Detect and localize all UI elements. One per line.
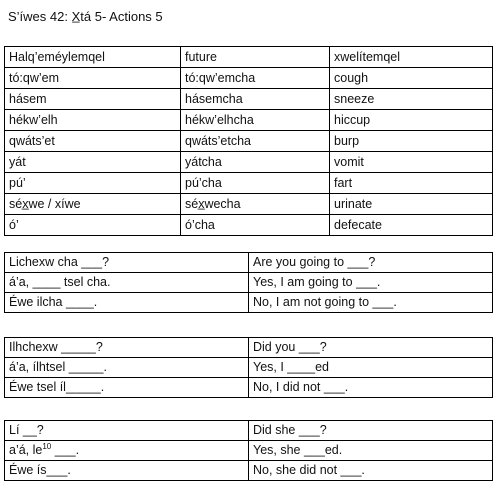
future-form: pú’cha: [181, 173, 330, 194]
column-header: Halq’eméylemqel: [5, 47, 181, 68]
english-phrase: No, she did not ___.: [249, 461, 493, 481]
english-phrase: Yes, I am going to ___.: [249, 273, 493, 293]
english-meaning: hiccup: [330, 110, 493, 131]
english-phrase: No, I am not going to ___.: [249, 293, 493, 313]
table-row: [5, 378, 493, 398]
table-row: [5, 441, 493, 461]
table-row: [5, 173, 493, 194]
table-row: [5, 110, 493, 131]
english-phrase: Yes, I ____ed: [249, 358, 493, 378]
english-phrase: Did she ___?: [249, 421, 493, 441]
phrase-table-future: [4, 252, 493, 313]
table-row: [5, 253, 493, 273]
halqemeylem-phrase: [5, 441, 249, 461]
table-row: [5, 68, 493, 89]
english-phrase: Did you ___?: [249, 338, 493, 358]
phrase-text-suffix: ___.: [51, 443, 80, 457]
halqemeylem-word: hásem: [5, 89, 181, 110]
english-meaning: urinate: [330, 194, 493, 215]
table-row: [5, 358, 493, 378]
future-form: tó:qw’emcha: [181, 68, 330, 89]
halqemeylem-word: ó’: [5, 215, 181, 236]
halqemeylem-phrase: Éwe ilcha ____.: [5, 293, 249, 313]
future-form: hásemcha: [181, 89, 330, 110]
halqemeylem-word: séx̲we / xíwe: [5, 194, 181, 215]
english-meaning: vomit: [330, 152, 493, 173]
halqemeylem-word: hékw’elh: [5, 110, 181, 131]
english-meaning: defecate: [330, 215, 493, 236]
halqemeylem-word: yát: [5, 152, 181, 173]
table-row: [5, 338, 493, 358]
table-row: [5, 421, 493, 441]
halqemeylem-phrase: Lí __?: [5, 421, 249, 441]
future-form: yátcha: [181, 152, 330, 173]
english-phrase: Yes, she ___ed.: [249, 441, 493, 461]
future-form: qwáts’etcha: [181, 131, 330, 152]
footnote-reference: 10: [42, 442, 52, 451]
halqemeylem-word: pú’: [5, 173, 181, 194]
table-row: [5, 293, 493, 313]
english-phrase: No, I did not ___.: [249, 378, 493, 398]
vocabulary-table: [4, 46, 493, 236]
table-header-row: [5, 47, 493, 68]
halqemeylem-phrase: Ilhchexw _____?: [5, 338, 249, 358]
table-row: [5, 194, 493, 215]
column-header: future: [181, 47, 330, 68]
halqemeylem-phrase: á’a, ____ tsel cha.: [5, 273, 249, 293]
english-meaning: fart: [330, 173, 493, 194]
table-row: [5, 152, 493, 173]
phrase-table-past-she: [4, 420, 493, 481]
english-phrase: Are you going to ___?: [249, 253, 493, 273]
halqemeylem-phrase: Éwe tsel íl_____.: [5, 378, 249, 398]
phrase-text: a’á, le: [9, 443, 43, 457]
table-row: [5, 89, 493, 110]
halqemeylem-phrase: Lichexw cha ___?: [5, 253, 249, 273]
table-row: [5, 273, 493, 293]
halqemeylem-phrase: Éwe ís___.: [5, 461, 249, 481]
table-row: [5, 215, 493, 236]
table-row: [5, 461, 493, 481]
page-title: S’íwes 42: X̲tá 5- Actions 5: [8, 9, 163, 24]
halqemeylem-word: tó:qw’em: [5, 68, 181, 89]
phrase-table-past-you: [4, 337, 493, 398]
column-header: xwelítemqel: [330, 47, 493, 68]
english-meaning: cough: [330, 68, 493, 89]
english-meaning: burp: [330, 131, 493, 152]
future-form: hékw’elhcha: [181, 110, 330, 131]
english-meaning: sneeze: [330, 89, 493, 110]
future-form: ó’cha: [181, 215, 330, 236]
halqemeylem-phrase: á’a, ílhtsel _____.: [5, 358, 249, 378]
future-form: séx̲wecha: [181, 194, 330, 215]
halqemeylem-word: qwáts’et: [5, 131, 181, 152]
table-row: [5, 131, 493, 152]
